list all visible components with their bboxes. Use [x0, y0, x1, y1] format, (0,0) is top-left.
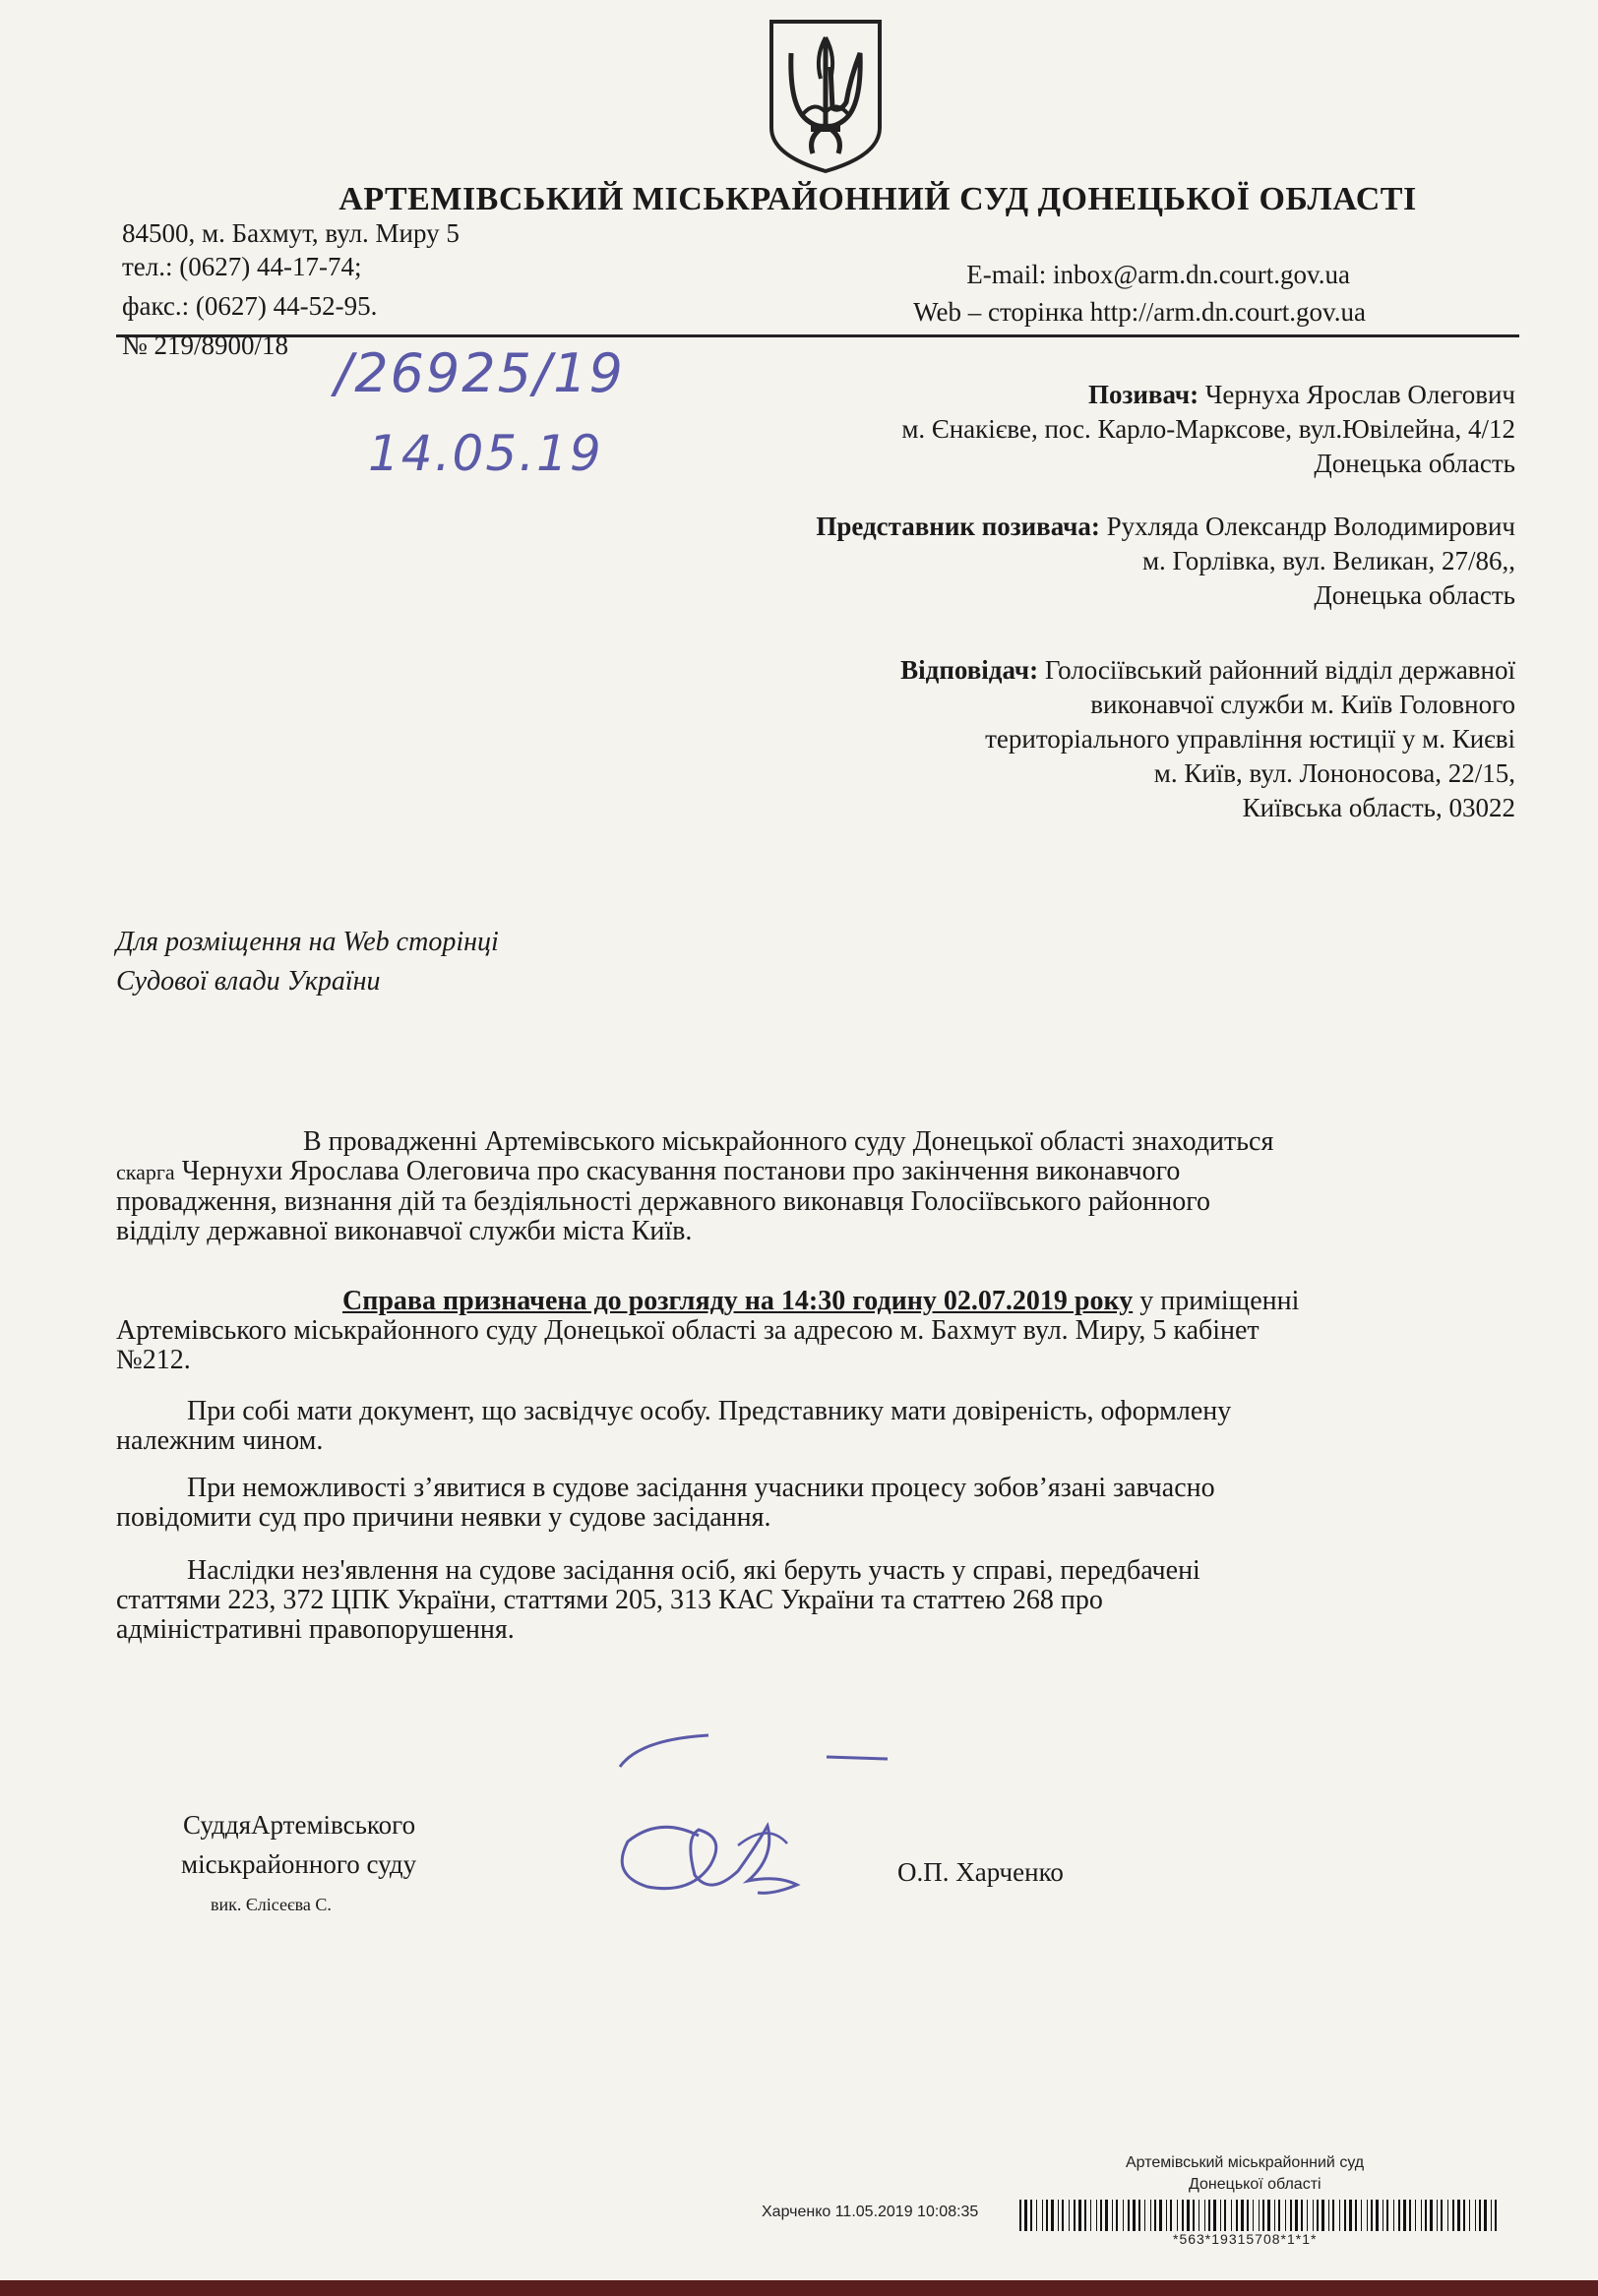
court-name: АРТЕМІВСЬКИЙ МІСЬКРАЙОННИЙ СУД ДОНЕЦЬКОЇ ОБЛАСТІ [338, 181, 1417, 217]
court-website: Web – сторінка http://arm.dn.court.gov.ua [913, 297, 1366, 327]
p3-line1: При собі мати документ, що засвідчує особу. Представнику мати довіреність, оформлену [187, 1396, 1232, 1426]
defendant-block [900, 653, 1515, 825]
body-paragraph-3 [116, 1397, 1511, 1456]
p1-line2: Чернухи Ярослава Олеговича про скасування постанови про закінчення виконавчого [181, 1156, 1181, 1186]
plaintiff-name: Чернуха Ярослав Олегович [1204, 380, 1515, 409]
p1-line1: В провадженні Артемівського міськрайонного суду Донецької області знаходиться [303, 1126, 1274, 1157]
defendant-label: Відповідач: [900, 655, 1039, 685]
court-fax: факс.: (0627) 44-52-95. [122, 291, 378, 321]
handwritten-registration-number: /26925/19 [335, 342, 625, 404]
court-phone: тел.: (0627) 44-17-74; [122, 252, 362, 281]
p3-line2: належним чином. [116, 1425, 324, 1456]
p1-line3: провадження, визнання дій та бездіяльності державного виконавця Голосіївського районного [116, 1186, 1211, 1217]
hearing-date-statement: Справа призначена до розгляду на 14:30 годину 02.07.2019 року [342, 1286, 1134, 1316]
scan-edge [0, 2280, 1598, 2296]
barcode-icon [1019, 2200, 1502, 2231]
judge-name: О.П. Харченко [897, 1857, 1064, 1887]
defendant-address: м. Київ, вул. Лононосова, 22/15, [1153, 758, 1515, 788]
plaintiff-address: м. Єнакієве, пос. Карло-Марксове, вул.Ювілейна, 4/12 [901, 414, 1515, 444]
body-paragraph-1 [116, 1127, 1511, 1246]
handwritten-signature-icon [600, 1727, 895, 1914]
representative-region: Донецька область [1314, 580, 1515, 610]
body-paragraph-5 [116, 1556, 1511, 1645]
signed-by: Харченко 11.05.2019 10:08:35 [762, 2204, 979, 2220]
defendant-name-line2: виконавчої служби м. Київ Головного [1090, 690, 1515, 719]
plaintiff-block [901, 378, 1515, 481]
stamp-line1: Артемівський міськрайонний суд [1126, 2154, 1365, 2171]
representative-block [816, 510, 1515, 613]
executor-note: вик. Єлісеєва С. [211, 1895, 332, 1914]
representative-name: Рухляда Олександр Володимирович [1106, 512, 1515, 541]
representative-address: м. Горлівка, вул. Великан, 27/86,, [1141, 546, 1515, 575]
p2-line2: Артемівського міськрайонного суду Донецької області за адресою м. Бахмут вул. Миру, 5 кабінет [116, 1315, 1260, 1346]
p5-line1: Наслідки нез'явлення на судове засідання осіб, які беруть участь у справі, передбачені [187, 1555, 1200, 1586]
judge-title-line1: СуддяАртемівського [183, 1810, 416, 1840]
judge-title-line2: міськрайонного суду [181, 1849, 417, 1879]
p5-line3: адміністративні правопорушення. [116, 1614, 515, 1645]
plaintiff-label: Позивач: [1087, 380, 1199, 409]
handwritten-registration-date: 14.05.19 [368, 425, 603, 482]
plaintiff-region: Донецька область [1314, 449, 1515, 478]
body-paragraph-4 [116, 1474, 1511, 1533]
representative-label: Представник позивача: [816, 512, 1100, 541]
court-address: 84500, м. Бахмут, вул. Миру 5 [122, 218, 460, 248]
p2-line3: №212. [116, 1345, 191, 1375]
p4-line1: При неможливості з’явитися в судове засідання учасники процесу зобов’язані завчасно [187, 1473, 1215, 1503]
publication-note [116, 923, 499, 1001]
p2-rest: у приміщенні [1139, 1286, 1300, 1316]
body-paragraph-2 [116, 1287, 1511, 1375]
publication-note-line2: Судової влади України [116, 966, 381, 997]
stamp-line2: Донецької області [1189, 2176, 1321, 2193]
case-number: № 219/8900/18 [122, 331, 289, 360]
p5-line2: статтями 223, 372 ЦПК України, статтями 205, 313 КАС України та статтею 268 про [116, 1585, 1103, 1615]
defendant-name-line3: територіального управління юстиції у м. Києві [985, 724, 1515, 754]
defendant-region: Київська область, 03022 [1242, 793, 1515, 822]
barcode-text: *563*19315708*1*1* [1173, 2231, 1318, 2247]
header-divider [116, 334, 1519, 337]
p1-line4: відділу державної виконавчої служби міста Київ. [116, 1216, 693, 1246]
defendant-name: Голосіївський районний відділ державної [1044, 655, 1515, 685]
court-email: E-mail: inbox@arm.dn.court.gov.ua [966, 260, 1350, 289]
p1-small-word: скарга [116, 1160, 175, 1184]
publication-note-line1: Для розміщення на Web сторінці [116, 927, 499, 957]
p4-line2: повідомити суд про причини неявки у судове засідання. [116, 1502, 771, 1533]
trident-emblem-icon [768, 18, 884, 175]
